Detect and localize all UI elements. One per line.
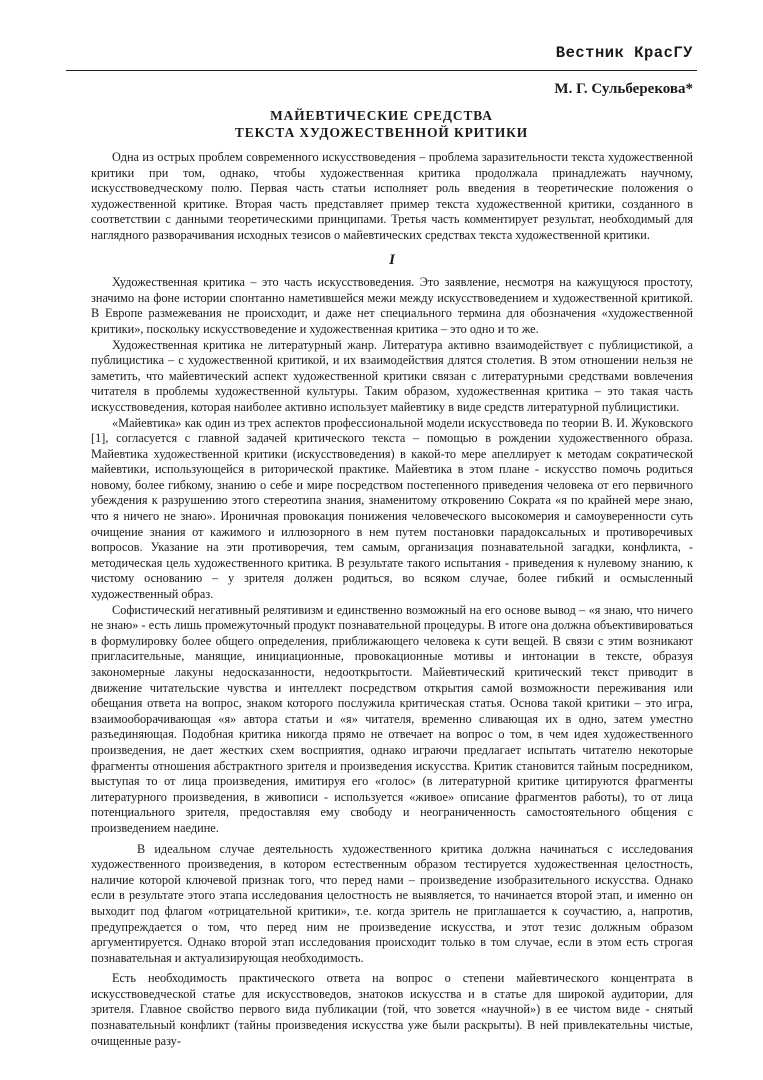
header-divider: [66, 70, 697, 71]
body-paragraph-3: «Майевтика» как один из трех аспектов профессиональной модели искусствоведа по теории В. И. Жуковского [1], согласуется с главной задачей критического текста – помощью в рождении художественного образа. Майевтика художественной критики (искусствоведения) в какой-то мере апеллирует к методам сократической майевтики, использующейся в риторической практике. Майевтика в этом плане - искусство помочь родиться новому, более гибкому, знанию о себе и мире посредством постепенного приведения человека от его первичного убеждения к разрушению этого стереотипа знания, знаменитому откровению Сократа «я по крайней мере знаю, что я ничего не знаю». Ироничная провокация понижения человеческого высокомерия и самоуверенности суть очищение знания от кажимого и иллюзорного в нем путем постановки парадоксальных и противоречивых вопросов. Указание на эти противоречия, тем самым, организация познавательной загадки, конфликта, - методическая цель художественного критика. В результате такого испытания - приведения к нулевому знанию, к чистому основанию – у зрителя должен родиться, во всяком случае, более гибкий и осмысленный художественный образ.: [91, 415, 693, 602]
abstract-paragraph: Одна из острых проблем современного искусствоведения – проблема заразительности текста художественной критики при том, однако, чтобы художественная критика продолжала принадлежать научному, искусствоведческому полю. Первая часть статьи исполняет роль введения в теоретические положения о художественной критике. Вторая часть представляет пример текста художественной критики, созданного в соответствии с данными теоретическими принципами. Третья часть комментирует результат, необходимый для наглядного разворачивания исходных тезисов о майевтических средствах текста художественной критики.: [91, 150, 693, 242]
body-paragraph-1: Художественная критика – это часть искусствоведения. Это заявление, несмотря на кажущуюся простоту, значимо на фоне истории спонтанно наметившейся межи между искусствоведением и художественной критикой. В Европе размежевания не происходит, и даже нет специального термина для обозначения «художественной критики», поскольку искусствоведение и художественная критика – это одно и то же.: [91, 275, 693, 336]
body-paragraph-2: Художественная критика не литературный жанр. Литература активно взаимодействует с публицистикой, а публицистика – с художественной критикой, и их взаимодействия длятся столетия. В этом отношении нельзя не заметить, что майевтический аспект художественной критики связан с литературными средствами вовлечения читателя в проблемы художественной культуры. Таким образом, художественная критика – это такая часть искусствоведения, которая наиболее активно использует майевтику в виде средств литературной публицистики.: [91, 337, 693, 414]
author-name: М. Г. Сульберекова*: [554, 81, 693, 97]
body-paragraph-6: Есть необходимость практического ответа на вопрос о степени майевтического концентрата в искусствоведческой статье для искусствоведов, знатоков искусства и в статье для широкой аудитории, для зрителя. Главное свойство первого вида публикации (той, что зовется «научной») в ее чистом виде - снятый познавательный конфликт (тайны произведения искусства уже были раскрыты). В ней привлекательны чистые, очищенные разу-: [91, 971, 693, 1048]
article-title-line-1: МАЙЕВТИЧЕСКИЕ СРЕДСТВА: [270, 108, 493, 123]
journal-name: Вестник КрасГУ: [555, 44, 693, 62]
article-title-line-2: ТЕКСТА ХУДОЖЕСТВЕННОЙ КРИТИКИ: [234, 125, 529, 140]
article-body: [91, 150, 693, 1049]
article-title: [0, 107, 763, 141]
body-paragraph-4: Софистический негативный релятивизм и единственно возможный на его основе вывод – «я знаю, что ничего не знаю» - есть лишь промежуточный продукт познавательной процедуры. В итоге она должна объективироваться в формулировку более общего определения, приближающего человека к сути вещей. В связи с этим возникают пригласительные, манящие, инициационные, провокационные мотивы и интонации в тексте, образуя закономерные лакуны недосказанности, недооткрытости. Майевтический критический текст приводит в движение читательские чувства и интеллект посредством открытия самой возможности переживания или обещания ответа на вопрос, знаком которого послужила критическая статья. Основа такой критики – это игра, взаимооборачивающая «я» автора статьи и «я» читателя, временно сливающая их в одно, затем уместно разъединяющая. Подобная критика никогда прямо не отвечает на вопрос о том, в чем идея художественного произведения, не дает жестких схем восприятия, однако играючи предлагает испытать читателю некоторые фрагменты отношения абстрактного зрителя и произведения искусства. Критик становится тайным посредником, выступая то от лица произведения, имитируя его «голос» (в литературной критике цитируются фрагменты литературного произведения, в живописи - используется «живое» описание фрагментов работы), то от лица потенциального зрителя, предоставляя ему свободу и неограниченность самостоятельного общения с произведением наедине.: [91, 602, 693, 835]
section-number: I: [389, 251, 395, 268]
body-paragraph-5: В идеальном случае деятельность художественного критика должна начинаться с исследования художественного произведения, в котором естественным образом тестируется художественная целостность, наличие которой ключевой признак того, что перед нами – произведение изобразительного искусства. Однако если в результате этого этапа исследования целостность не выявляется, то начинается второй этап, и именно он выходит под флагом «отрицательной критики», т.е. когда зритель не приглашается к соучастию, а, напротив, предупреждается о том, что перед ним не произведение искусства, и этот тезис должным образом аргументируется. Однако второй этап исследования происходит только в том случае, если в этом есть строгая познавательная и актуализирующая необходимость.: [91, 841, 693, 965]
